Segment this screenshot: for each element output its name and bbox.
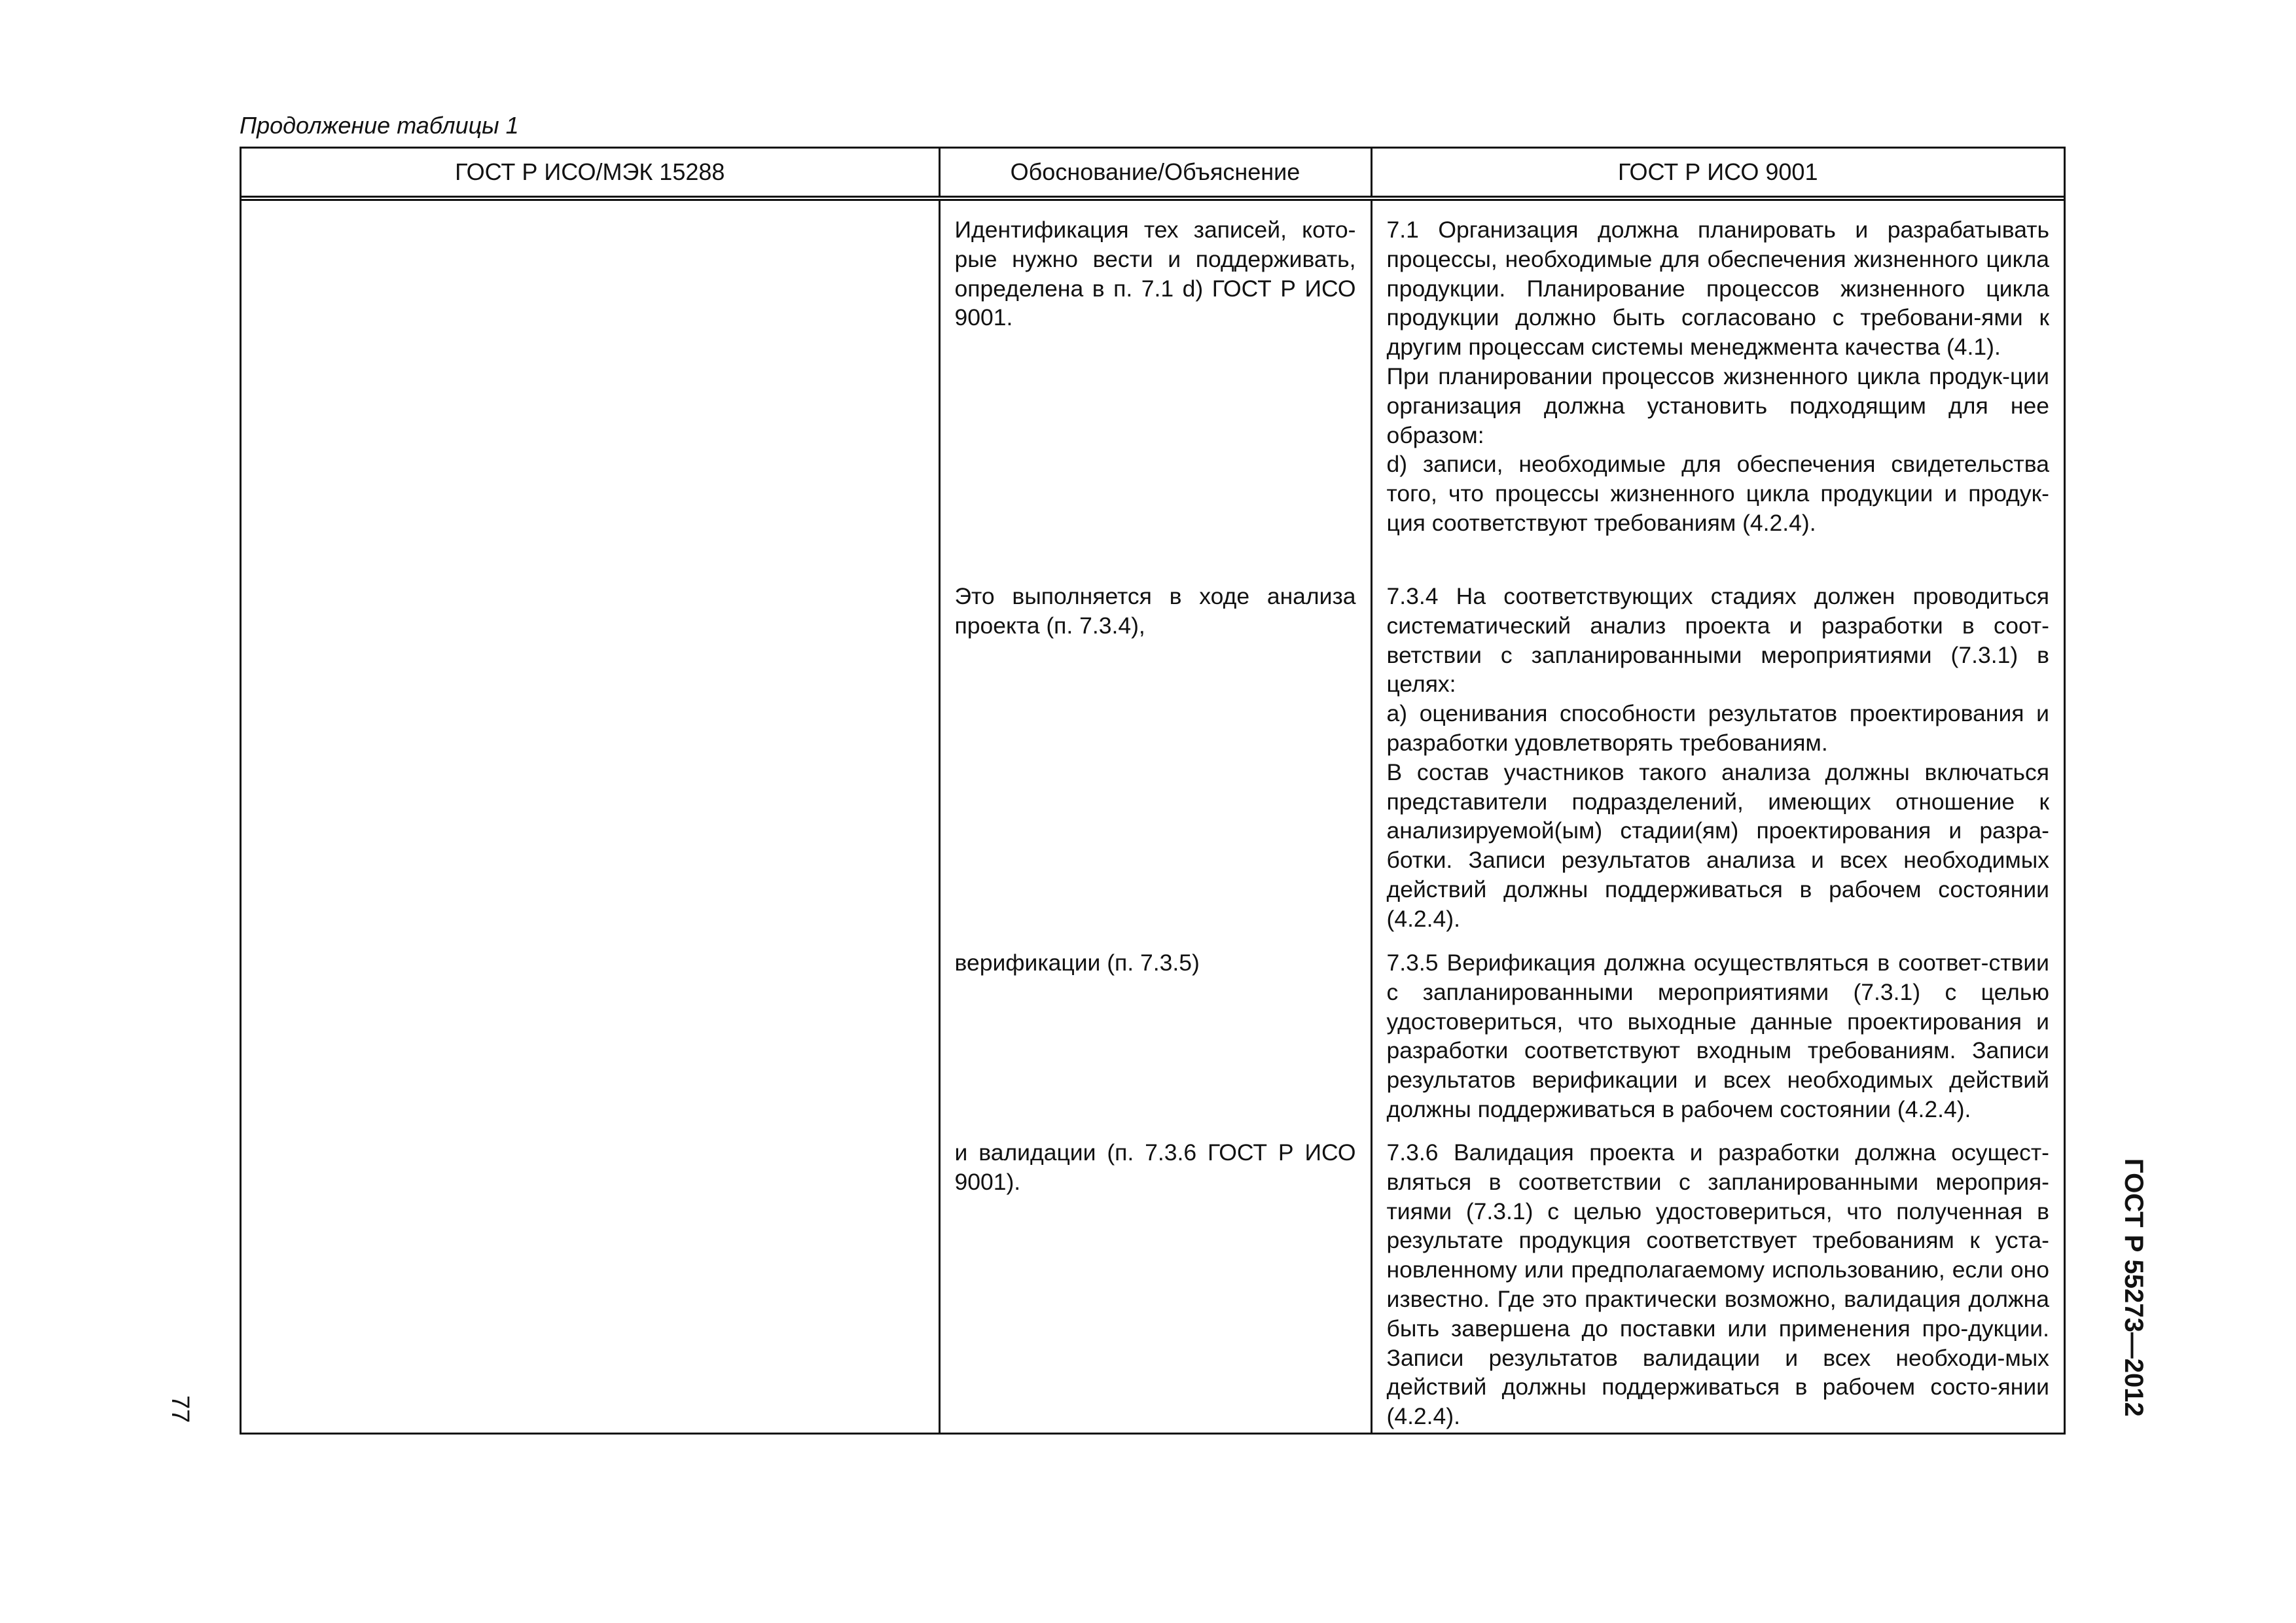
- explanation-item-verification: [955, 948, 1356, 1138]
- table-body-row: [242, 198, 2064, 1433]
- clause-7-1: [1387, 215, 2050, 582]
- page-number: 77: [166, 1395, 194, 1423]
- document-code: ГОСТ Р 55273—2012: [2119, 1158, 2148, 1417]
- clause-7-3-4: [1387, 582, 2050, 948]
- header-gost-iso-iec-15288: ГОСТ Р ИСО/МЭК 15288: [242, 149, 939, 198]
- clause-7-3-5: [1387, 948, 2050, 1138]
- clause-paragraph: 7.3.5 Верификация должна осуществляться в соответ-ствии с запланированными мероприятиями (7.3.1) с целью удостовериться, что выходные данные проектирования и разработки соответствуют входным требованиям. Записи результатов верификации и всех необходимых действий должны поддерживаться в рабочем состоянии (4.2.4).: [1386, 950, 2049, 1122]
- explanation-text: и валидации (п. 7.3.6 ГОСТ Р ИСО 9001).: [954, 1139, 1356, 1195]
- clause-7-3-6: [1387, 1138, 2050, 1431]
- explanation-cell: [939, 198, 1371, 1433]
- explanation-text: верификации (п. 7.3.5): [954, 950, 1200, 976]
- explanation-text: Идентификация тех записей, кото-рые нужно вести и поддерживать, определена в п. 7.1 d) ГОСТ Р ИСО 9001.: [954, 217, 1356, 331]
- clause-paragraph: 7.1 Организация должна планировать и разрабатывать процессы, необходимые для обеспечения жизненного цикла продукции. Планирование процессов жизненного цикла продукции должно быть согласовано с требовани-ями к другим процессам системы менеджмента качества (4.1).: [1386, 217, 2049, 361]
- clause-paragraph: 7.3.4 На соответствующих стадиях должен проводиться систематический анализ проекта и разработки в соот-ветствии с запланированными мероприятиями (7.3.1) в целях:: [1386, 583, 2049, 698]
- explanation-item-validation: [955, 1138, 1356, 1197]
- table-header-row: [242, 149, 2064, 198]
- header-gost-iso-9001: ГОСТ Р ИСО 9001: [1371, 149, 2064, 198]
- clause-paragraph: 7.3.6 Валидация проекта и разработки должна осущест-вляться в соответствии с запланированными мероприя-тиями (7.3.1) с целью удостовериться, что полученная в результате продукция соответствует требованиям к уста-новленному или предполагаемому использованию, если оно известно. Где это практически возможно, валидация должна быть завершена до поставки или применения про-дукции. Записи результатов валидации и всех необходи-мых действий должны поддерживаться в рабочем состо-янии (4.2.4).: [1386, 1139, 2049, 1430]
- gost-15288-cell: [242, 198, 939, 1433]
- explanation-text: Это выполняется в ходе анализа проекта (п. 7.3.4),: [954, 583, 1356, 639]
- table-caption: Продолжение таблицы 1: [240, 112, 519, 139]
- clause-paragraph: a) оценивания способности результатов проектирования и разработки удовлетворять требованиям.: [1386, 700, 2049, 756]
- clause-paragraph: d) записи, необходимые для обеспечения свидетельства того, что процессы жизненного цикла продукции и продук-ция соответствуют требованиям (4.2.4).: [1386, 451, 2049, 536]
- clause-paragraph: В состав участников такого анализа должны включаться представители подразделений, имеющих отношение к анализируемой(ым) стадии(ям) проектирования и разра-ботки. Записи результатов анализа и всех необходимых действий должны поддерживаться в рабочем состоянии (4.2.4).: [1386, 758, 2049, 932]
- gost-9001-cell: [1371, 198, 2064, 1433]
- comparison-table: [240, 147, 2066, 1435]
- explanation-item-records: [955, 215, 1356, 582]
- explanation-item-design-review: [955, 582, 1356, 948]
- clause-paragraph: При планировании процессов жизненного цикла продук-ции организация должна установить подходящим для нее образом:: [1386, 363, 2049, 448]
- header-explanation: Обоснование/Объяснение: [939, 149, 1371, 198]
